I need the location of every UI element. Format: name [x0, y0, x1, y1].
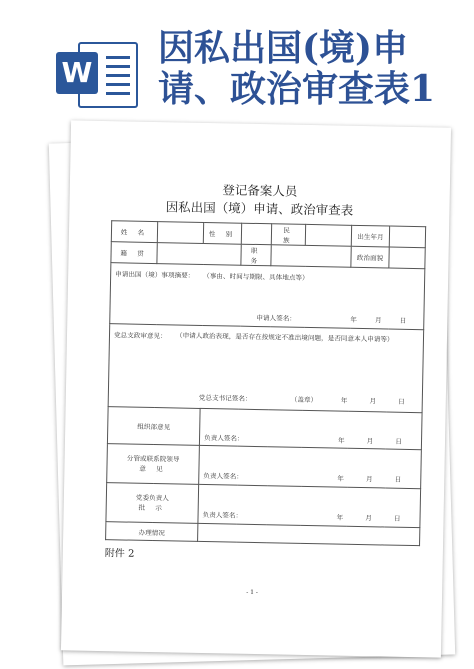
- political-value: [389, 247, 425, 269]
- seal-label: （盖章）: [290, 395, 318, 405]
- birth-value: [389, 226, 425, 248]
- page-title: 因私出国(境)申请、政治审查表1: [158, 27, 436, 110]
- party-opinion-label: 党总支政审意见：: [113, 331, 167, 341]
- position-value: [271, 245, 351, 268]
- page-number: - 1 -: [246, 588, 259, 597]
- party-committee-cell: [198, 484, 421, 527]
- org-dept-label: 组织部意见: [107, 407, 200, 446]
- party-committee-label-line1: 党委负责人: [135, 493, 169, 503]
- origin-value: [157, 243, 241, 266]
- word-badge: W: [56, 52, 98, 94]
- sheet-title-line1: 登记备案人员: [222, 182, 298, 199]
- gender-value: [241, 223, 271, 245]
- handling-label: 办理情况: [106, 522, 198, 542]
- ethnic-value: [305, 224, 351, 246]
- leader-label-line2: 意 见: [139, 464, 167, 474]
- name-value: [157, 222, 203, 244]
- leader-label-cell: [107, 444, 200, 485]
- table-row: [107, 407, 422, 450]
- leader-date: 年 月 日: [337, 474, 412, 484]
- org-dept-date: 年 月 日: [337, 436, 413, 447]
- party-committee-label-line2: 批 示: [138, 503, 166, 513]
- application-label: 申请出国（境）事项摘要：: [115, 270, 195, 280]
- origin-label: 籍 贯: [111, 242, 157, 264]
- party-committee-label-cell: [106, 483, 199, 524]
- political-label: 政治面貌: [351, 246, 389, 268]
- table-row: [110, 263, 425, 330]
- org-dept-signature-label: 负责人签名：: [203, 434, 244, 443]
- leader-cell: [199, 445, 422, 488]
- application-form-table: [105, 220, 426, 546]
- table-row: [106, 483, 421, 528]
- gender-label: 性 别: [203, 222, 241, 244]
- table-row: [108, 324, 424, 413]
- attachment-label: 附件 2: [104, 548, 135, 560]
- applicant-signature-label: 申请人签名：: [256, 313, 296, 323]
- application-hint: （事由、时间与期限、具体地点等）: [203, 271, 309, 282]
- party-committee-date: 年 月 日: [336, 513, 411, 523]
- word-logo-icon: [52, 38, 140, 108]
- birth-label: 出生年月: [351, 225, 389, 247]
- leader-signature-label: 负责人签名：: [203, 472, 243, 481]
- party-secretary-signature-label: 党总支书记签名：: [198, 393, 252, 403]
- name-label: 姓 名: [111, 221, 157, 243]
- org-dept-cell: [199, 408, 422, 449]
- handling-value: [198, 523, 420, 545]
- sheet-title-line2: 因私出国（境）申请、政治审查表: [165, 199, 354, 218]
- ethnic-label: 民 族: [271, 224, 305, 246]
- application-summary-cell: [110, 263, 425, 330]
- document-sheet: [61, 120, 451, 657]
- party-committee-signature-label: 负责人签名：: [202, 510, 243, 520]
- party-opinion-cell: [108, 324, 424, 413]
- position-label: 职 务: [241, 244, 271, 266]
- leader-label-line1: 分管或联系院领导: [126, 454, 180, 464]
- application-date: 年 月 日: [350, 315, 415, 326]
- party-opinion-date: 年 月 日: [340, 396, 415, 407]
- table-row: [107, 444, 422, 489]
- party-opinion-hint: （申请人政治表现，是否存在按规定不准出境问题，是否同意本人申请等）: [175, 331, 394, 344]
